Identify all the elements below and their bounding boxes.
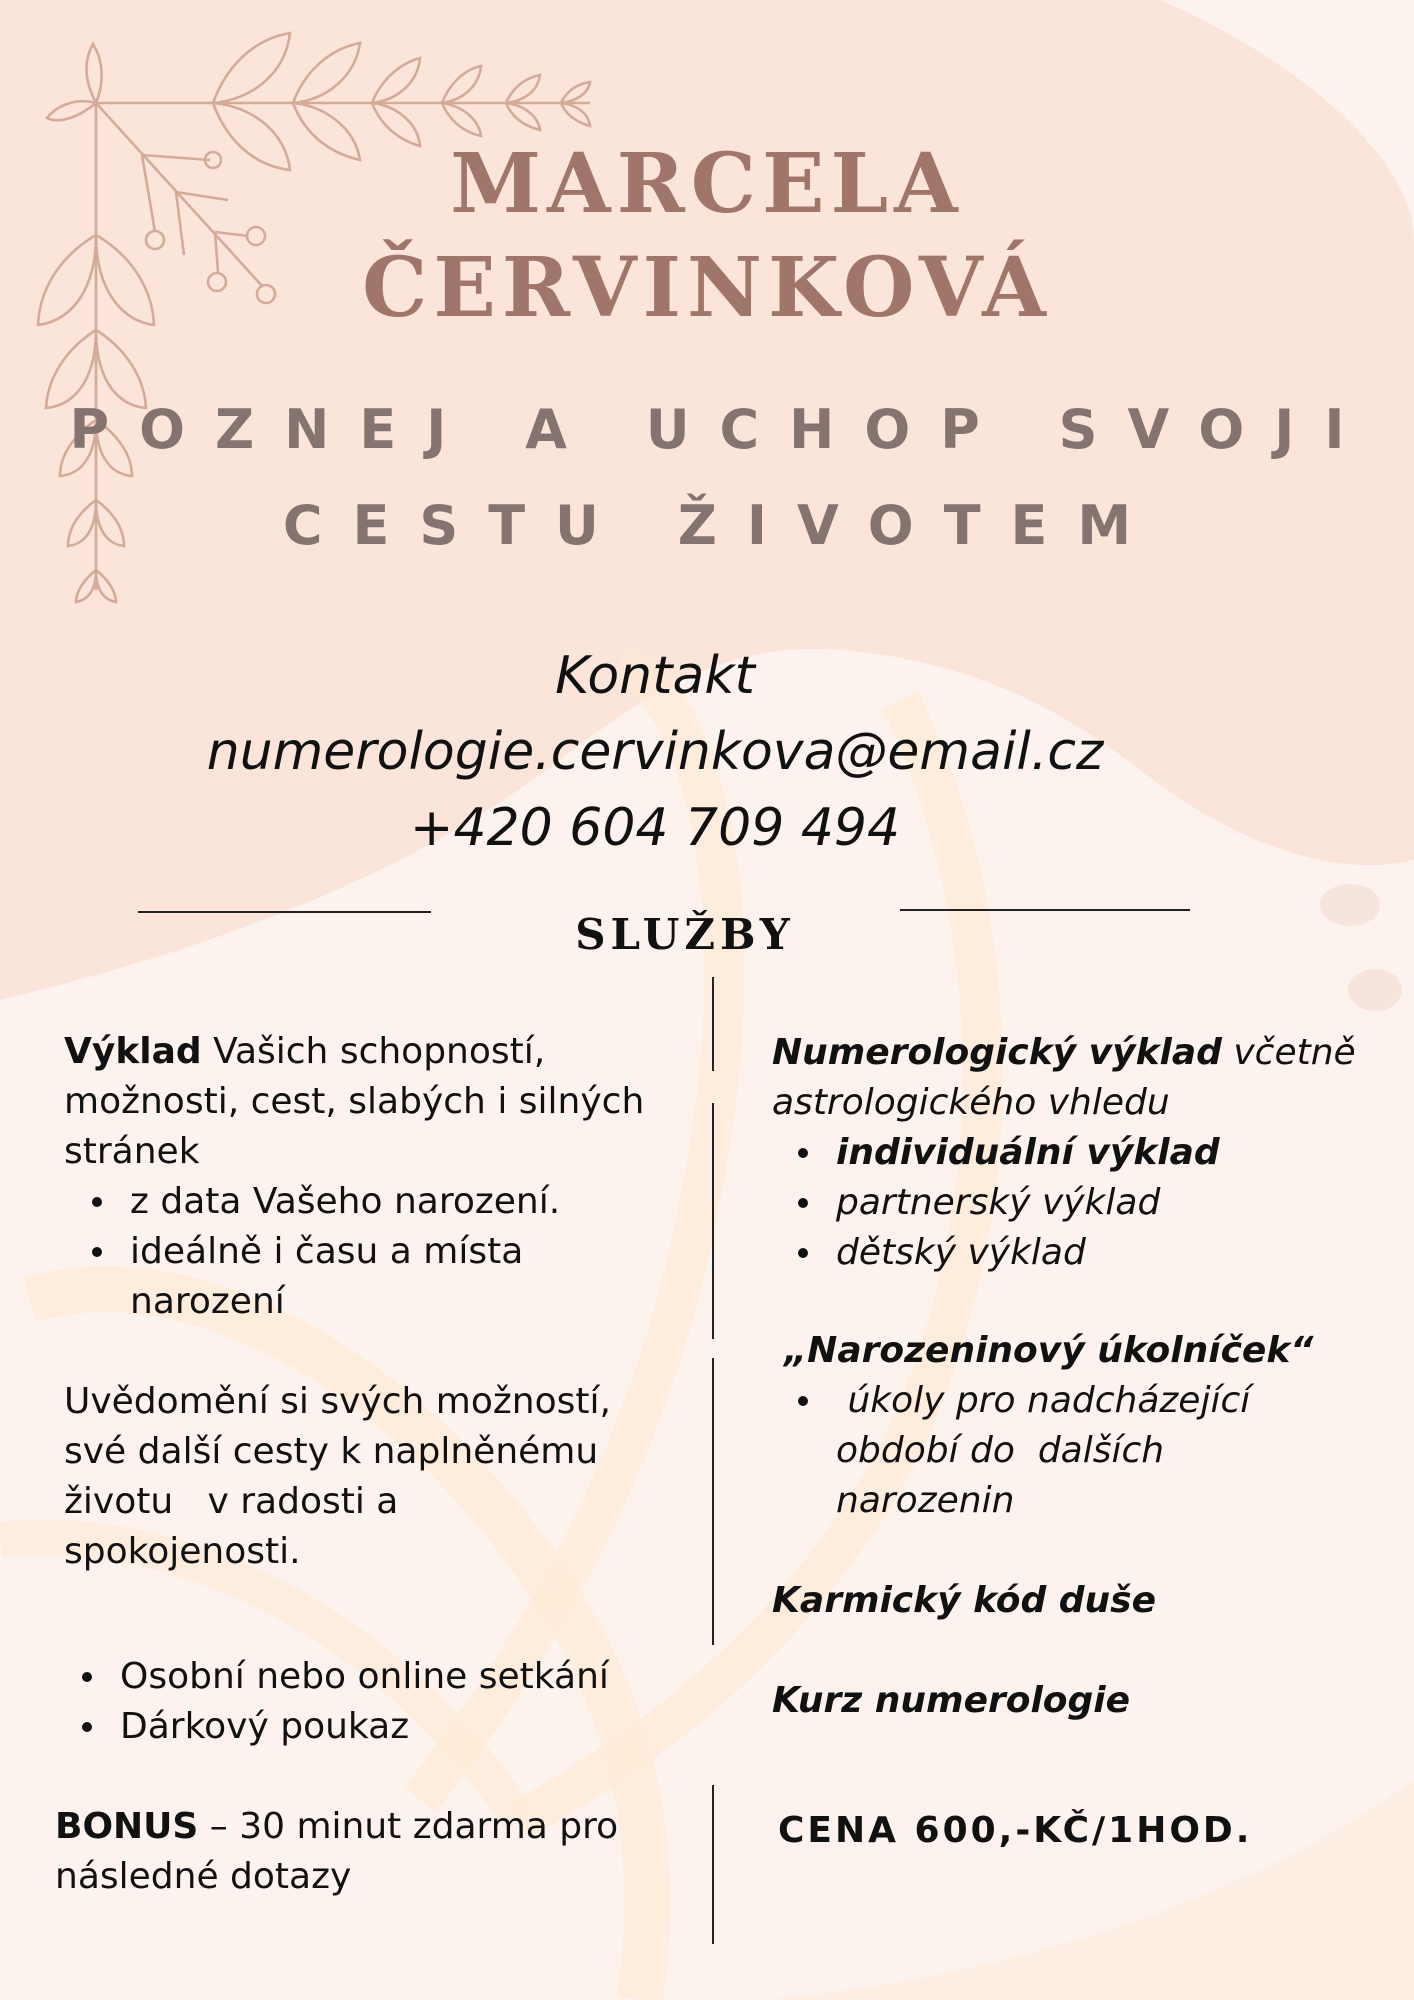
column-divider — [712, 1103, 714, 1339]
birthday-tasks-bullets — [836, 1376, 1412, 1526]
list-item: úkoly pro nadcházející období do dalších narozenin — [836, 1376, 1412, 1526]
column-divider — [712, 977, 714, 1071]
reading-text: Vašich schopností, — [201, 1031, 546, 1072]
price: CENA 600,-KČ/1HOD. — [778, 1810, 1253, 1851]
reading-description — [64, 1027, 684, 1177]
name-title — [0, 132, 1414, 340]
tagline-line-1: POZNEJ A UCHOP SVOJI — [69, 398, 1375, 461]
numerology-reading: Numerologický výklad včetně astrologického vhledu — [772, 1032, 1356, 1123]
list-item: Osobní nebo online setkání — [120, 1652, 684, 1702]
divider-left — [138, 911, 431, 913]
divider-right — [900, 909, 1190, 911]
bullet-icon — [798, 1148, 808, 1158]
contact-block — [0, 638, 1310, 866]
bonus-note: BONUS – 30 minut zdarma pro následné dotazy — [55, 1806, 619, 1897]
bullet-icon — [92, 1247, 102, 1257]
list-item: Dárkový poukaz — [120, 1702, 684, 1752]
column-divider — [712, 1785, 714, 1944]
list-item: z data Vašeho narození. — [130, 1177, 684, 1227]
bullet-icon — [798, 1248, 808, 1258]
meeting-options — [120, 1652, 684, 1752]
list-item: partnerský výklad — [836, 1178, 1412, 1228]
numerology-label: Numerologický výklad — [772, 1032, 1222, 1073]
reading-label: Výklad — [64, 1031, 202, 1072]
bullet-icon — [798, 1396, 808, 1406]
list-item: ideálně i času a místa narození — [130, 1227, 684, 1327]
tagline — [0, 382, 1414, 574]
list-item: dětský výklad — [836, 1228, 1412, 1278]
bullet-icon — [82, 1722, 92, 1732]
services-left-column — [55, 1027, 684, 1902]
reading-text: možnosti, cest, slabých i silných — [64, 1081, 645, 1122]
tagline-line-2: CESTU ŽIVOTEM — [282, 494, 1162, 557]
contact-email[interactable]: numerologie.cervinkova@email.cz — [206, 722, 1104, 782]
bullet-icon — [82, 1672, 92, 1682]
services-right-column — [772, 1028, 1412, 1856]
list-item: individuální výklad — [836, 1128, 1412, 1178]
bullet-icon — [798, 1198, 808, 1208]
awareness-paragraph: Uvědomění si svých možností, své další cesty k naplněnému životu v radosti a spokojenosti. — [64, 1381, 611, 1572]
contact-phone[interactable]: +420 604 709 494 — [409, 798, 901, 858]
birthday-tasks-title: „Narozeninový úkolníček“ — [784, 1330, 1314, 1371]
name-last: ČERVINKOVÁ — [362, 240, 1052, 336]
bullet-icon — [92, 1197, 102, 1207]
numerology-course: Kurz numerologie — [772, 1680, 1131, 1721]
name-first: MARCELA — [450, 136, 964, 232]
column-divider — [712, 1358, 714, 1645]
contact-heading: Kontakt — [555, 646, 755, 706]
reading-text: stránek — [64, 1131, 200, 1172]
karmic-code: Karmický kód duše — [772, 1580, 1157, 1621]
bonus-label: BONUS — [55, 1806, 199, 1847]
numerology-bullets — [836, 1128, 1412, 1278]
services-heading: SLUŽBY — [575, 910, 795, 959]
reading-bullets — [130, 1177, 684, 1327]
